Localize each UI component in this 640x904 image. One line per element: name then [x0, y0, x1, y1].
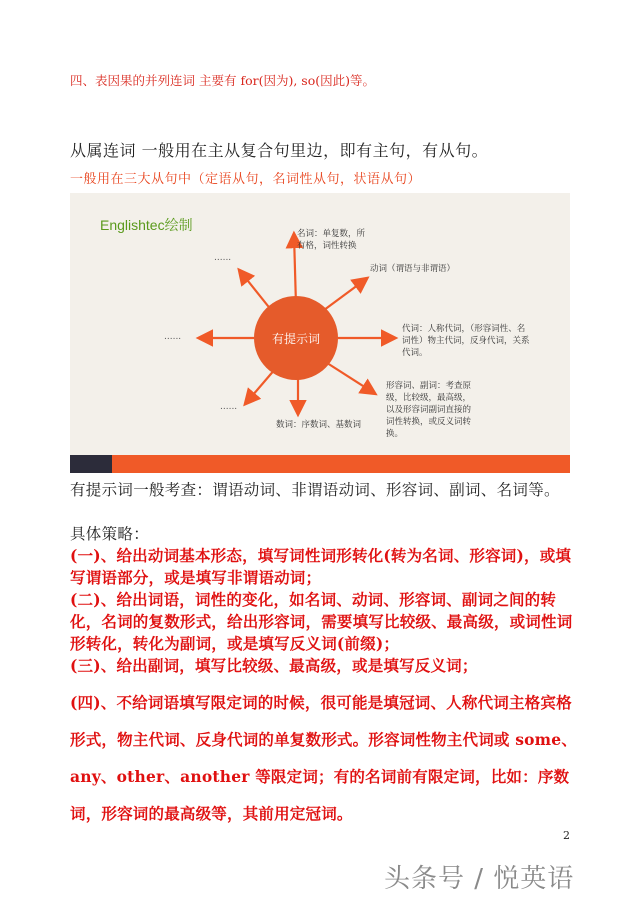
center-label: 有提示词	[271, 332, 320, 346]
noun-label: 名词：单复数，所 有格，词性转换	[297, 229, 366, 251]
intro-line: 从属连词 一般用在主从复合句里边，即有主句，有从句。	[70, 141, 489, 160]
dots-bottom: ......	[220, 402, 238, 412]
diagram-watermark: Englishtec绘制	[100, 217, 193, 233]
dots-top: ......	[214, 253, 232, 263]
strategy-title: 具体策略：	[70, 525, 150, 543]
footer-bar-dark	[70, 455, 112, 473]
arrow-up-left	[240, 271, 272, 311]
numeral-label: 数词：序数词、基数词	[276, 420, 362, 430]
strategy-1: (一)、给出动词基本形态，填写词性词形转化(转为名词、形容词)，或填写谓语部分，或是填写非谓语动词；	[70, 546, 572, 587]
arrow-adjadv	[324, 361, 374, 393]
arrow-noun	[294, 235, 296, 305]
page-number: 2	[563, 829, 570, 842]
arrow-verb	[320, 279, 366, 313]
exam-points: 有提示词一般考查：谓语动词、非谓语动词、形容词、副词、名词等。	[70, 481, 560, 499]
strategy-4: (四)、不给词语填写限定词的时候，很可能是填冠词、人称代词主格宾格形式，物主代词、反身代词的单复数形式。形容词性物主代词或 some、any、other、another 等限定词；有的名词前有限定词，比如：序数词，形容词的最高级等，其前用定冠词。	[70, 693, 578, 823]
arrow-down-left	[246, 368, 276, 403]
pronoun-label: 代词：人称代词，（形容词性、名 词性）物主代词，反身代词，关系 代词。	[402, 324, 530, 358]
hint-word-diagram	[70, 193, 570, 473]
verb-label: 动词（谓语与非谓语）	[370, 264, 456, 274]
intro-subline: 一般用在三大从句中（定语从句，名词性从句，状语从句）	[70, 172, 422, 187]
dots-left: ......	[164, 332, 182, 342]
footer-watermark: 头条号 / 悦英语	[384, 864, 575, 894]
strategy-3: (三)、给出副词，填写比较级、最高级，或是填写反义词；	[70, 656, 478, 675]
section4-heading: 四、表因果的并列连词 主要有 for(因为), so(因此)等。	[70, 73, 375, 88]
adj-adv-label: 形容词、副词：考查原 级，比较级，最高级， 以及形容词副词直接的 词性转换，或反义词转 换。	[386, 381, 472, 439]
strategy-2: (二)、给出词语，词性的变化，如名词、动词、形容词、副词之间的转化，名词的复数形式，给出形容词，需要填写比较级、最高级，或词性词形转化，转化为副词，或是填写反义词(前缀)；	[70, 590, 573, 653]
footer-bar-orange	[112, 455, 570, 473]
